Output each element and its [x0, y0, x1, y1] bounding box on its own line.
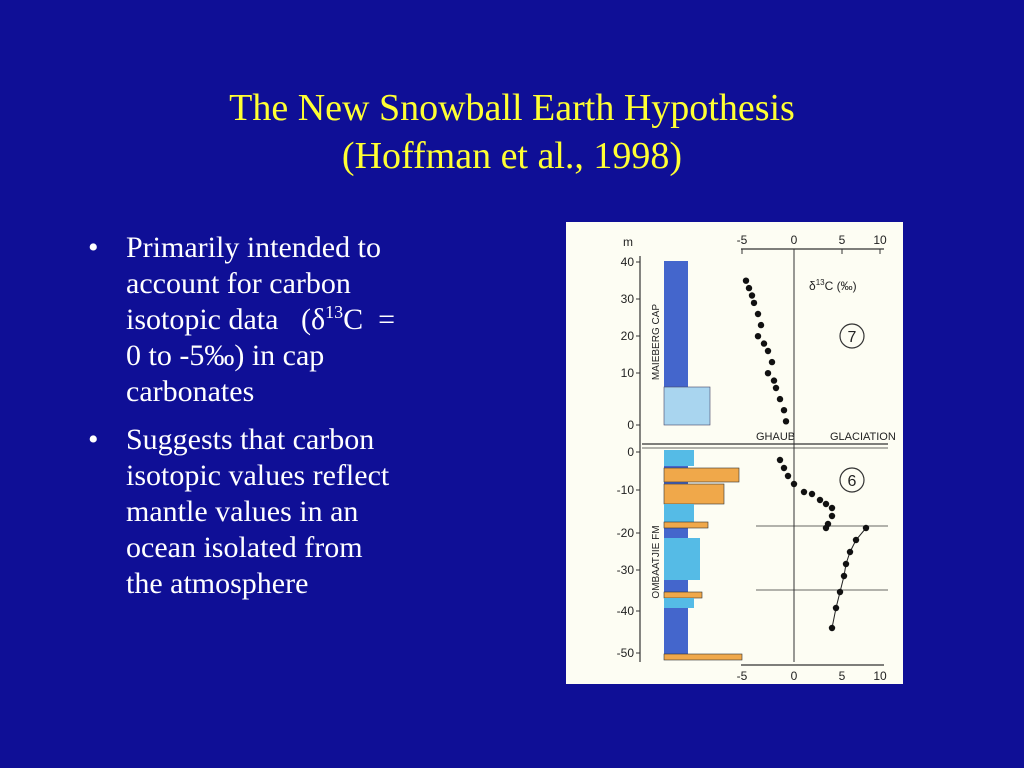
- bullet-1-line-2: account for carbon: [126, 267, 351, 300]
- boundary-label-right: GLACIATION: [830, 431, 896, 443]
- depth-tick-label: -20: [616, 526, 634, 540]
- bullet-item-1: [84, 230, 504, 410]
- orange-band: [664, 592, 702, 598]
- bullet-2-line-1: Suggests that carbon: [126, 423, 375, 456]
- data-point: [771, 377, 777, 383]
- title-line-2: (Hoffman et al., 1998): [341, 135, 683, 177]
- depth-tick-label: 0: [627, 445, 634, 459]
- depth-tick-label: 30: [620, 292, 634, 306]
- lower-unit-label: OMBAATJIE FM: [651, 525, 662, 599]
- orange-band: [664, 468, 739, 482]
- maieberg-pale-band: [664, 387, 710, 425]
- ombaatjie-blue-band: [664, 538, 700, 580]
- top-axis-tick-marks: [742, 249, 880, 254]
- data-point: [837, 589, 843, 595]
- bullet-1-line-5: carbonates: [126, 375, 255, 408]
- data-point: [829, 513, 835, 519]
- title-line-1: The New Snowball Earth Hypothesis: [229, 87, 795, 129]
- depth-tick-label: 0: [627, 418, 634, 432]
- ombaatjie-blue-band: [664, 504, 694, 522]
- top-tick-label: 5: [838, 233, 846, 247]
- data-point: [755, 333, 761, 339]
- data-point: [781, 407, 787, 413]
- data-point: [755, 311, 761, 317]
- bullet-1-line-3-pre: isotopic data (δ: [126, 303, 326, 336]
- depth-tick-label: 20: [620, 329, 634, 343]
- bullet-2-line-2: isotopic values reflect: [126, 459, 390, 492]
- data-point: [777, 457, 783, 463]
- boundary-label-left: GHAUB: [756, 431, 796, 443]
- orange-band: [664, 522, 708, 528]
- bullet-item-2: [84, 422, 504, 602]
- data-point: [761, 340, 767, 346]
- data-point: [769, 359, 775, 365]
- bullet-1-line-1: Primarily intended to: [126, 231, 381, 264]
- ombaatjie-blue-band: [664, 598, 694, 608]
- data-point: [823, 525, 829, 531]
- series-line: [832, 528, 866, 628]
- bullet-marker: •: [88, 423, 99, 456]
- isotope-series-lowest: [829, 525, 869, 631]
- bullet-1-line-3-post: C =: [343, 303, 396, 336]
- data-point: [847, 549, 853, 555]
- depth-tick-label: -50: [616, 646, 634, 660]
- bullet-2-line-5: the atmosphere: [126, 567, 309, 600]
- top-tick-label: 0: [790, 233, 798, 247]
- data-point: [829, 505, 835, 511]
- data-point: [758, 322, 764, 328]
- data-point: [843, 561, 849, 567]
- data-point: [853, 537, 859, 543]
- data-point: [777, 396, 783, 402]
- data-point: [765, 348, 771, 354]
- bottom-tick-label: 10: [873, 669, 887, 683]
- bottom-tick-label: 5: [838, 669, 846, 683]
- data-point: [809, 491, 815, 497]
- bullet-1-line-4: 0 to -5‰) in cap: [126, 339, 325, 372]
- bullet-1-line-3: [126, 302, 504, 338]
- bullet-marker: •: [88, 231, 99, 264]
- data-point: [863, 525, 869, 531]
- data-point: [751, 300, 757, 306]
- figure-svg: [566, 222, 903, 684]
- data-point: [781, 465, 787, 471]
- data-point: [823, 501, 829, 507]
- depth-tick-label: -30: [616, 563, 634, 577]
- data-point: [833, 605, 839, 611]
- depth-unit-label: m: [623, 235, 633, 249]
- bullet-2-line-4: ocean isolated from: [126, 531, 363, 564]
- section-marker-label: 7: [847, 329, 857, 346]
- depth-tick-label: 40: [620, 255, 634, 269]
- bottom-tick-label: -5: [736, 669, 748, 683]
- ombaatjie-blue-band: [664, 450, 694, 466]
- data-point: [801, 489, 807, 495]
- upper-unit-label: MAIEBERG CAP: [651, 303, 662, 381]
- data-point: [817, 497, 823, 503]
- data-point: [746, 285, 752, 291]
- isotope-series-upper: [743, 278, 789, 425]
- depth-tick-label: -40: [616, 604, 634, 618]
- data-point: [785, 473, 791, 479]
- bullet-list: [84, 230, 504, 614]
- isotope-series-lower: [777, 457, 835, 531]
- depth-tick-label: -10: [616, 483, 634, 497]
- isotope-axis-label: $\delta^{13}C$ (‰): [809, 278, 857, 293]
- data-point: [829, 625, 835, 631]
- data-point: [773, 385, 779, 391]
- section-marker-label: 6: [847, 473, 857, 490]
- data-point: [791, 481, 797, 487]
- slide-title: [0, 84, 1024, 180]
- data-point: [783, 418, 789, 424]
- data-point: [765, 370, 771, 376]
- data-point: [749, 292, 755, 298]
- isotope-superscript: 13: [325, 302, 344, 322]
- depth-tick-label: 10: [620, 366, 634, 380]
- data-point: [743, 278, 749, 284]
- data-point: [841, 573, 847, 579]
- bullet-2-line-3: mantle values in an: [126, 495, 359, 528]
- bottom-tick-label: 0: [790, 669, 798, 683]
- orange-band: [664, 484, 724, 504]
- orange-band: [664, 654, 742, 660]
- isotope-stratigraphy-figure: [566, 222, 903, 684]
- top-tick-label: 10: [873, 233, 887, 247]
- top-tick-label: -5: [736, 233, 748, 247]
